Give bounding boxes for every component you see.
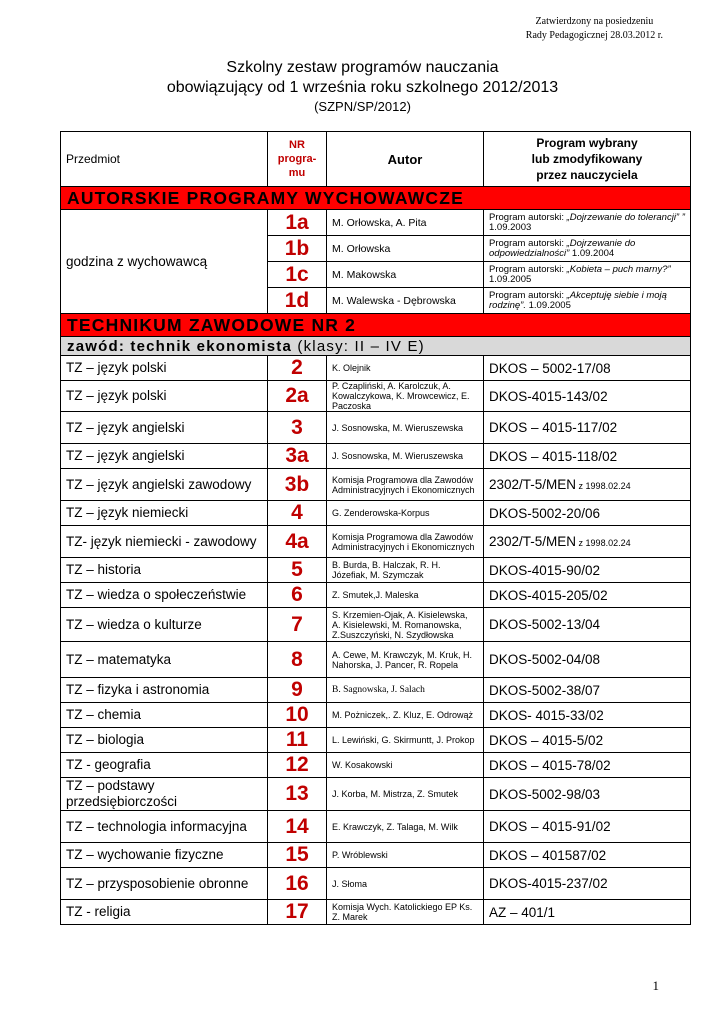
author-cell: B. Sagnowska, J. Salach <box>327 678 484 703</box>
program-code: AZ – 401/1 <box>489 904 556 920</box>
program-number: 9 <box>268 678 327 703</box>
program-date: 1.09.2004 <box>569 247 615 259</box>
header-nr-line-1: NR <box>289 139 305 151</box>
program-cell <box>484 642 691 678</box>
program-cell <box>484 583 691 608</box>
subject-cell: TZ - geografia <box>61 753 268 778</box>
table-row <box>61 778 691 811</box>
program-cell <box>484 558 691 583</box>
program-number: 12 <box>268 753 327 778</box>
program-author: M. Makowska <box>327 262 484 288</box>
subject-cell: TZ – język angielski zawodowy <box>61 469 268 501</box>
table-row <box>61 558 691 583</box>
program-code: DKOS-5002-98/03 <box>489 786 601 802</box>
approval-line-1: Zatwierdzony na posiedzeniu <box>535 16 654 27</box>
table-row <box>61 381 691 412</box>
subject-cell: TZ – język polski <box>61 356 268 381</box>
subject-cell: TZ – wiedza o społeczeństwie <box>61 583 268 608</box>
program-number: 5 <box>268 558 327 583</box>
subject-cell: TZ – podstawy przedsiębiorczości <box>61 778 268 811</box>
program-number: 8 <box>268 642 327 678</box>
program-code: DKOS-4015-90/02 <box>489 562 601 578</box>
subject-cell: TZ – język niemiecki <box>61 501 268 526</box>
program-cell <box>484 868 691 900</box>
program-number: 1d <box>268 288 327 314</box>
subject-cell: TZ – matematyka <box>61 642 268 678</box>
program-cell <box>484 703 691 728</box>
author-cell: L. Lewiński, G. Skirmuntt, J. Prokop <box>327 728 484 753</box>
author-cell: Komisja Programowa dla Zawodów Administracyjnych i Ekonomicznych <box>327 469 484 501</box>
author-cell: A. Cewe, M. Krawczyk, M. Kruk, H. Nahorska, J. Pancer, R. Ropela <box>327 642 484 678</box>
program-prefix: Program autorski: <box>489 263 567 275</box>
program-number: 4a <box>268 526 327 558</box>
program-prefix: Program autorski: <box>489 211 567 223</box>
program-code: DKOS – 4015-78/02 <box>489 757 611 773</box>
author-cell: J. Sosnowska, M. Wieruszewska <box>327 412 484 444</box>
table-row <box>61 356 691 381</box>
header-program-line-3: przez nauczyciela <box>536 168 638 182</box>
program-code: DKOS-4015-205/02 <box>489 587 608 603</box>
program-prefix: Program autorski: <box>489 289 567 301</box>
program-name: „Kobieta – puch marny?” <box>566 263 671 275</box>
program-number: 2a <box>268 381 327 412</box>
program-code: 2302/T-5/MEN <box>489 534 577 549</box>
subject-cell: TZ – język angielski <box>61 444 268 469</box>
author-cell: J. Słoma <box>327 868 484 900</box>
section-2-title: TECHNIKUM ZAWODOWE NR 2 <box>61 314 691 337</box>
page-number: 1 <box>652 978 659 993</box>
program-code: DKOS – 4015-117/02 <box>489 420 618 435</box>
subject-cell: TZ - religia <box>61 900 268 925</box>
program-number: 4 <box>268 501 327 526</box>
program-number: 14 <box>268 811 327 843</box>
program-cell <box>484 728 691 753</box>
program-date: z 1998.02.24 <box>576 538 631 548</box>
table-header <box>61 132 691 187</box>
program-number: 2 <box>268 356 327 381</box>
author-cell: P. Czapliński, A. Karolczuk, A. Kowalczykowa, K. Mrowcewicz, E. Paczoska <box>327 381 484 412</box>
table-row <box>61 469 691 501</box>
program-code: DKOS-4015-237/02 <box>489 876 608 891</box>
program-number: 15 <box>268 843 327 868</box>
table-row <box>61 608 691 642</box>
program-number: 3 <box>268 412 327 444</box>
author-cell: E. Krawczyk, Z. Talaga, M. Wilk <box>327 811 484 843</box>
header-subject: Przedmiot <box>61 132 268 187</box>
subject-cell: TZ – chemia <box>61 703 268 728</box>
program-code: DKOS-5002-13/04 <box>489 617 601 632</box>
table-row <box>61 678 691 703</box>
table-row <box>61 412 691 444</box>
approval-note <box>526 15 663 43</box>
author-cell: W. Kosakowski <box>327 753 484 778</box>
program-cell <box>484 469 691 501</box>
program-description <box>484 262 691 288</box>
header-nr-line-2: progra- <box>277 153 317 165</box>
program-cell <box>484 608 691 642</box>
author-cell: G. Zenderowska-Korpus <box>327 501 484 526</box>
program-description <box>484 288 691 314</box>
programs-table <box>60 131 691 925</box>
program-cell <box>484 444 691 469</box>
subject-cell: TZ – technologia informacyjna <box>61 811 268 843</box>
subject-cell: TZ – fizyka i astronomia <box>61 678 268 703</box>
table-row <box>61 728 691 753</box>
program-number: 1a <box>268 210 327 236</box>
program-cell <box>484 381 691 412</box>
table-row <box>61 703 691 728</box>
subject-cell: TZ – historia <box>61 558 268 583</box>
subject-cell: TZ – język angielski <box>61 412 268 444</box>
author-cell: J. Sosnowska, M. Wieruszewska <box>327 444 484 469</box>
author-cell: M. Pożniczek,. Z. Kluz, E. Odrowąż <box>327 703 484 728</box>
program-number: 3b <box>268 469 327 501</box>
section1-row <box>61 210 691 236</box>
table-row <box>61 843 691 868</box>
program-code: 2302/T-5/MEN <box>489 477 577 492</box>
program-number: 1c <box>268 262 327 288</box>
table-row <box>61 526 691 558</box>
profession-row <box>61 337 691 356</box>
author-cell: B. Burda, B. Halczak, R. H. Józefiak, M. Szymczak <box>327 558 484 583</box>
table-row <box>61 753 691 778</box>
program-author: M. Orłowska <box>327 236 484 262</box>
section-band-1 <box>61 187 691 210</box>
table-row <box>61 444 691 469</box>
program-cell <box>484 501 691 526</box>
program-description <box>484 236 691 262</box>
program-code: DKOS – 4015-118/02 <box>489 448 618 464</box>
table-row <box>61 868 691 900</box>
program-name: „Akceptuję siebie i moją rodzinę”. <box>489 289 667 311</box>
program-author: M. Orłowska, A. Pita <box>327 210 484 236</box>
header-nr-line-3: mu <box>288 167 306 179</box>
header-author: Autor <box>327 132 484 187</box>
program-cell <box>484 753 691 778</box>
header-program-line-1: Program wybrany <box>536 136 638 150</box>
program-code: DKOS – 4015-91/02 <box>489 819 611 834</box>
program-name: „Dojrzewanie do tolerancji” ” <box>566 211 685 223</box>
author-cell: P. Wróblewski <box>327 843 484 868</box>
table-row <box>61 583 691 608</box>
program-cell <box>484 900 691 925</box>
program-date: 1.09.2005 <box>525 299 571 311</box>
header-program <box>484 132 691 187</box>
title-line-1: Szkolny zestaw programów nauczania <box>226 59 499 76</box>
program-code: DKOS – 5002-17/08 <box>489 360 611 376</box>
title-line-2: obowiązujący od 1 września roku szkolnego 2012/2013 <box>166 79 559 96</box>
program-number: 10 <box>268 703 327 728</box>
program-code: DKOS- 4015-33/02 <box>489 707 604 723</box>
program-cell <box>484 811 691 843</box>
program-description <box>484 210 691 236</box>
author-cell: S. Krzemien-Ojak, A. Kisielewska, A. Kisielewski, M. Romanowska, Z.Suszczyński, N. Szydłowska <box>327 608 484 642</box>
program-number: 7 <box>268 608 327 642</box>
program-number: 6 <box>268 583 327 608</box>
program-code: DKOS-5002-20/06 <box>489 505 601 521</box>
title-code: (SZPN/SP/2012) <box>314 99 411 114</box>
approval-line-2: Rady Pedagogicznej 28.03.2012 r. <box>525 30 663 41</box>
profession-name: zawód: technik ekonomista <box>67 337 293 355</box>
program-author: M. Walewska - Dębrowska <box>327 288 484 314</box>
subject-cell: TZ – wiedza o kulturze <box>61 608 268 642</box>
profession-classes: (klasy: II – IV E) <box>292 337 425 355</box>
author-cell: K. Olejnik <box>327 356 484 381</box>
program-cell <box>484 778 691 811</box>
program-prefix: Program autorski: <box>489 237 567 249</box>
program-cell <box>484 526 691 558</box>
header-program-line-2: lub zmodyfikowany <box>531 152 643 166</box>
author-cell: Komisja Wych. Katolickiego EP Ks. Z. Marek <box>327 900 484 925</box>
author-cell: Komisja Programowa dla Zawodów Administracyjnych i Ekonomicznych <box>327 526 484 558</box>
program-code: DKOS – 401587/02 <box>489 847 607 863</box>
program-cell <box>484 412 691 444</box>
profession-label <box>61 337 691 356</box>
program-cell <box>484 843 691 868</box>
program-code: DKOS – 4015-5/02 <box>489 732 604 748</box>
program-date: 1.09.2003 <box>489 221 532 233</box>
section-1-title: AUTORSKIE PROGRAMY WYCHOWAWCZE <box>61 187 691 210</box>
subject-cell: TZ – język polski <box>61 381 268 412</box>
program-number: 13 <box>268 778 327 811</box>
document-title <box>0 58 725 116</box>
program-number: 11 <box>268 728 327 753</box>
program-date: z 1998.02.24 <box>576 481 631 491</box>
table-row <box>61 501 691 526</box>
section1-subject: godzina z wychowawcą <box>61 210 268 314</box>
table-row <box>61 900 691 925</box>
author-cell: J. Korba, M. Mistrza, Z. Smutek <box>327 778 484 811</box>
header-nr <box>268 132 327 187</box>
program-name: „Dojrzewanie do odpowiedzialności” <box>489 237 636 259</box>
table-row <box>61 811 691 843</box>
program-cell <box>484 356 691 381</box>
subject-cell: TZ – biologia <box>61 728 268 753</box>
program-code: DKOS-5002-38/07 <box>489 682 601 698</box>
program-date: 1.09.2005 <box>489 273 532 285</box>
subject-cell: TZ – wychowanie fizyczne <box>61 843 268 868</box>
program-number: 16 <box>268 868 327 900</box>
program-number: 1b <box>268 236 327 262</box>
section-band-2 <box>61 314 691 337</box>
program-number: 17 <box>268 900 327 925</box>
subject-cell: TZ- język niemiecki - zawodowy <box>61 526 268 558</box>
author-cell: Z. Smutek,J. Maleska <box>327 583 484 608</box>
table-row <box>61 642 691 678</box>
program-cell <box>484 678 691 703</box>
program-code: DKOS-4015-143/02 <box>489 388 608 404</box>
program-number: 3a <box>268 444 327 469</box>
program-code: DKOS-5002-04/08 <box>489 652 601 667</box>
subject-cell: TZ – przysposobienie obronne <box>61 868 268 900</box>
